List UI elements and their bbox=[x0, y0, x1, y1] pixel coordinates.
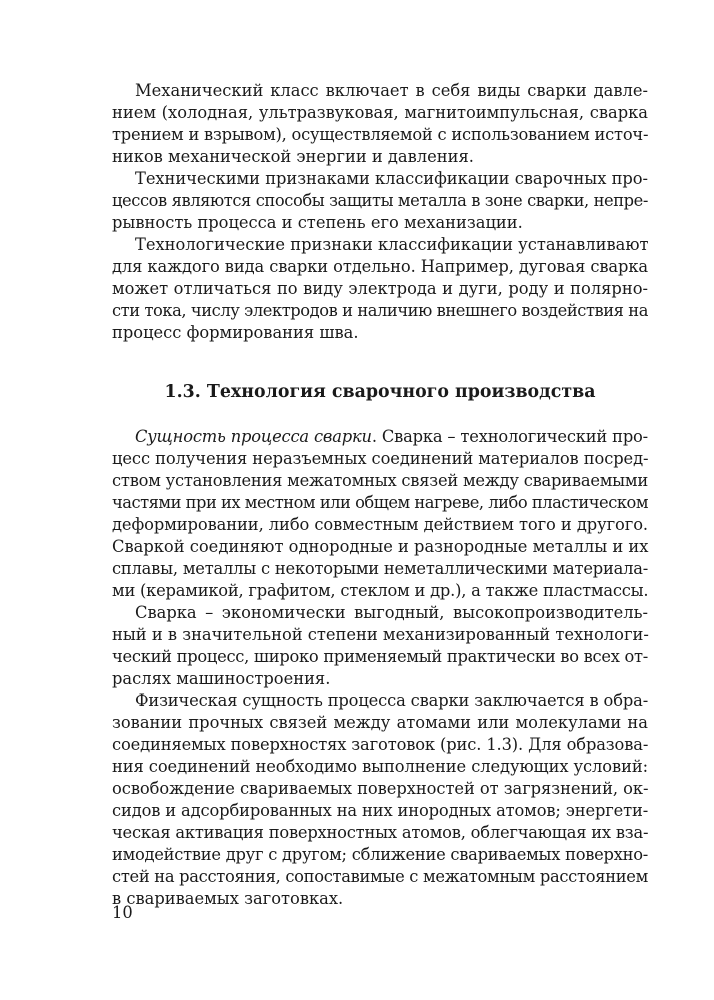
text-line: цессов являются способы защиты металла в зоне сварки, непре- bbox=[112, 191, 648, 210]
text-line: деформировании, либо совместным действием того и другого. bbox=[112, 515, 648, 534]
text-line: цесс получения неразъемных соединений материалов посред- bbox=[112, 449, 649, 468]
text-line: для каждого вида сварки отдельно. Например, дуговая сварка bbox=[112, 257, 648, 276]
text-line: ческая активация поверхностных атомов, облегчающая их вза- bbox=[112, 823, 649, 842]
text-line: Механический класс включает в себя виды сварки давле- bbox=[135, 81, 648, 100]
text-line: раслях машиностроения. bbox=[112, 669, 331, 688]
text-span: . Сварка – технологический про- bbox=[371, 427, 648, 446]
text-line: трением и взрывом), осуществляемой с использованием источ- bbox=[112, 125, 649, 144]
text-line: процесс формирования шва. bbox=[112, 323, 359, 342]
text-line: ный и в значительной степени механизированный технологи- bbox=[112, 625, 649, 644]
text-line: Сварка – экономически выгодный, высокопроизводитель- bbox=[135, 603, 648, 622]
text-line: сидов и адсорбированных на них инородных атомов; энергети- bbox=[112, 801, 649, 820]
text-line: Технологические признаки классификации устанавливают bbox=[135, 235, 649, 254]
essence-term: Сущность процесса сварки bbox=[135, 427, 372, 446]
text-line: рывность процесса и степень его механизации. bbox=[112, 213, 523, 232]
text-line: частями при их местном или общем нагреве, либо пластическом bbox=[112, 493, 648, 512]
text-line bbox=[135, 426, 648, 448]
text-line: Техническими признаками классификации сварочных про- bbox=[135, 169, 648, 188]
text-line: сплавы, металлы с некоторыми неметаллическими материала- bbox=[112, 559, 648, 578]
text-line: нием (холодная, ультразвуковая, магнитоимпульсная, сварка bbox=[112, 103, 648, 122]
text-line: освобождение свариваемых поверхностей от загрязнений, ок- bbox=[112, 779, 649, 798]
text-line: в свариваемых заготовках. bbox=[112, 889, 344, 908]
text-line: имодействие друг с другом; сближение свариваемых поверхно- bbox=[112, 845, 648, 864]
text-line: ми (керамикой, графитом, стеклом и др.), а также пластмассы. bbox=[112, 581, 649, 600]
text-line: ством установления межатомных связей между свариваемыми bbox=[112, 471, 648, 490]
text-line: сти тока, числу электродов и наличию внешнего воздействия на bbox=[112, 301, 648, 320]
text-line: может отличаться по виду электрода и дуги, роду и полярно- bbox=[112, 279, 648, 298]
text-line: ников механической энергии и давления. bbox=[112, 147, 474, 166]
page-number: 10 bbox=[112, 903, 133, 922]
text-line: зовании прочных связей между атомами или молекулами на bbox=[112, 713, 648, 732]
text-line: ния соединений необходимо выполнение следующих условий: bbox=[112, 757, 648, 776]
text-line: стей на расстояния, сопоставимые с межатомным расстоянием bbox=[112, 867, 648, 886]
section-heading: 1.3. Технология сварочного производства bbox=[164, 382, 596, 402]
text-line: Сваркой соединяют однородные и разнородные металлы и их bbox=[112, 537, 649, 556]
text-line: ческий процесс, широко применяемый практически во всех от- bbox=[112, 647, 649, 666]
text-line: Физическая сущность процесса сварки заключается в обра- bbox=[135, 691, 649, 710]
text-line: соединяемых поверхностях заготовок (рис. 1.3). Для образова- bbox=[112, 735, 649, 754]
